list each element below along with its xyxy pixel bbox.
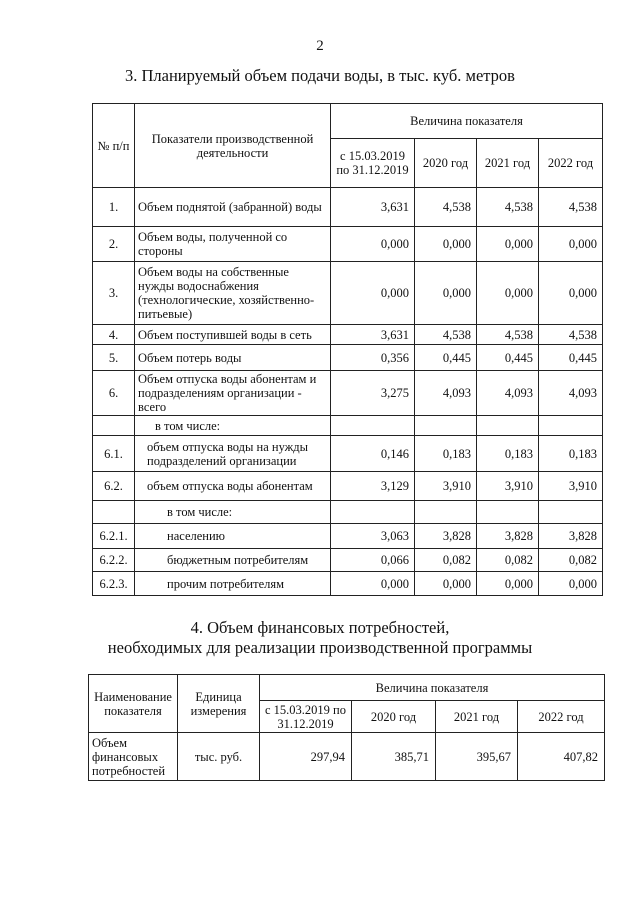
table-row bbox=[93, 345, 603, 371]
header-period: 2021 год bbox=[477, 139, 539, 188]
row-number: 2. bbox=[93, 227, 135, 262]
header-value-group: Величина показателя bbox=[260, 675, 605, 701]
row-value bbox=[331, 501, 415, 524]
row-number: 6.2.2. bbox=[93, 549, 135, 572]
row-value bbox=[477, 501, 539, 524]
table-row bbox=[93, 472, 603, 501]
row-value: 4,538 bbox=[477, 188, 539, 227]
header-period: 2020 год bbox=[352, 701, 436, 733]
row-value: 4,093 bbox=[477, 371, 539, 416]
row-value: 0,000 bbox=[539, 262, 603, 325]
row-value: 3,910 bbox=[539, 472, 603, 501]
row-value: 0,000 bbox=[477, 572, 539, 596]
row-number: 5. bbox=[93, 345, 135, 371]
row-value: 0,183 bbox=[415, 436, 477, 472]
row-value: 0,000 bbox=[477, 262, 539, 325]
row-number: 6.2. bbox=[93, 472, 135, 501]
row-value bbox=[539, 501, 603, 524]
page-number: 2 bbox=[316, 38, 324, 54]
header-num: № п/п bbox=[93, 104, 135, 188]
section4-title bbox=[0, 618, 640, 658]
section3-title: 3. Планируемый объем подачи воды, в тыс. куб. метров bbox=[125, 66, 515, 85]
row-value: 4,538 bbox=[539, 325, 603, 345]
row-value: 297,94 bbox=[260, 733, 352, 781]
row-value: 0,082 bbox=[477, 549, 539, 572]
header-period: с 15.03.2019 по 31.12.2019 bbox=[331, 139, 415, 188]
row-value: 0,082 bbox=[415, 549, 477, 572]
row-number: 6. bbox=[93, 371, 135, 416]
row-value: 3,631 bbox=[331, 188, 415, 227]
row-number: 6.2.1. bbox=[93, 524, 135, 549]
row-value: 0,000 bbox=[539, 227, 603, 262]
table-row bbox=[93, 227, 603, 262]
row-name: Объем отпуска воды абонентам и подразделениям организации - всего bbox=[135, 371, 331, 416]
row-value: 395,67 bbox=[436, 733, 518, 781]
table-row bbox=[93, 262, 603, 325]
row-name: бюджетным потребителям bbox=[135, 549, 331, 572]
row-value: 4,093 bbox=[539, 371, 603, 416]
row-value: 3,828 bbox=[477, 524, 539, 549]
row-name: Объем поднятой (забранной) воды bbox=[135, 188, 331, 227]
table-row bbox=[93, 501, 603, 524]
row-value: 4,538 bbox=[415, 325, 477, 345]
table-row bbox=[93, 371, 603, 416]
row-value: 0,445 bbox=[539, 345, 603, 371]
row-name: Объем воды на собственные нужды водоснабжения (технологические, хозяйственно-питьевые) bbox=[135, 262, 331, 325]
table-row bbox=[93, 188, 603, 227]
row-value: 0,000 bbox=[415, 572, 477, 596]
header-indicator: Наименование показателя bbox=[89, 675, 178, 733]
header-period: 2022 год bbox=[539, 139, 603, 188]
row-value bbox=[477, 416, 539, 436]
table-row bbox=[89, 733, 605, 781]
row-name: Объем воды, полученной со стороны bbox=[135, 227, 331, 262]
header-period: 2020 год bbox=[415, 139, 477, 188]
row-value: 385,71 bbox=[352, 733, 436, 781]
header-period: 2022 год bbox=[518, 701, 605, 733]
row-number: 1. bbox=[93, 188, 135, 227]
row-number bbox=[93, 416, 135, 436]
row-value bbox=[539, 416, 603, 436]
row-value: 4,093 bbox=[415, 371, 477, 416]
row-value: 3,063 bbox=[331, 524, 415, 549]
row-value: 4,538 bbox=[477, 325, 539, 345]
row-value: 0,066 bbox=[331, 549, 415, 572]
row-name: Объем потерь воды bbox=[135, 345, 331, 371]
row-number bbox=[93, 501, 135, 524]
table-row bbox=[93, 436, 603, 472]
row-value bbox=[415, 416, 477, 436]
row-value: 0,183 bbox=[477, 436, 539, 472]
row-value: 0,445 bbox=[477, 345, 539, 371]
row-value: 0,183 bbox=[539, 436, 603, 472]
row-name: в том числе: bbox=[135, 416, 331, 436]
row-unit: тыс. руб. bbox=[178, 733, 260, 781]
water-supply-table bbox=[92, 103, 603, 596]
row-value: 3,275 bbox=[331, 371, 415, 416]
row-value: 0,356 bbox=[331, 345, 415, 371]
row-value: 407,82 bbox=[518, 733, 605, 781]
row-name: Объем финансовых потребностей bbox=[89, 733, 178, 781]
row-value: 4,538 bbox=[539, 188, 603, 227]
row-number: 4. bbox=[93, 325, 135, 345]
row-value: 3,129 bbox=[331, 472, 415, 501]
table-row bbox=[93, 549, 603, 572]
row-name: прочим потребителям bbox=[135, 572, 331, 596]
row-name: объем отпуска воды абонентам bbox=[135, 472, 331, 501]
row-value: 3,910 bbox=[415, 472, 477, 501]
row-name: населению bbox=[135, 524, 331, 549]
row-value: 3,828 bbox=[539, 524, 603, 549]
row-value: 0,000 bbox=[331, 572, 415, 596]
section4-title-line2: необходимых для реализации производственной программы bbox=[107, 638, 533, 657]
table-row bbox=[93, 524, 603, 549]
row-value bbox=[415, 501, 477, 524]
table-row bbox=[93, 416, 603, 436]
row-number: 3. bbox=[93, 262, 135, 325]
row-value: 0,000 bbox=[331, 262, 415, 325]
row-value: 3,631 bbox=[331, 325, 415, 345]
row-name: объем отпуска воды на нужды подразделений организации bbox=[135, 436, 331, 472]
header-unit: Единица измерения bbox=[178, 675, 260, 733]
row-value: 3,828 bbox=[415, 524, 477, 549]
header-period: 2021 год bbox=[436, 701, 518, 733]
row-value: 4,538 bbox=[415, 188, 477, 227]
row-value: 0,000 bbox=[477, 227, 539, 262]
row-value: 0,000 bbox=[415, 227, 477, 262]
financial-needs-table bbox=[88, 674, 605, 781]
header-period: с 15.03.2019 по 31.12.2019 bbox=[260, 701, 352, 733]
row-value: 3,910 bbox=[477, 472, 539, 501]
row-value: 0,082 bbox=[539, 549, 603, 572]
row-value bbox=[331, 416, 415, 436]
row-value: 0,000 bbox=[539, 572, 603, 596]
table-row bbox=[93, 325, 603, 345]
row-name: в том числе: bbox=[135, 501, 331, 524]
row-value: 0,000 bbox=[415, 262, 477, 325]
row-name: Объем поступившей воды в сеть bbox=[135, 325, 331, 345]
row-number: 6.1. bbox=[93, 436, 135, 472]
header-indicator: Показатели производственной деятельности bbox=[135, 104, 331, 188]
section4-title-line1: 4. Объем финансовых потребностей, bbox=[190, 618, 450, 637]
row-value: 0,146 bbox=[331, 436, 415, 472]
row-value: 0,000 bbox=[331, 227, 415, 262]
row-value: 0,445 bbox=[415, 345, 477, 371]
table-body bbox=[93, 188, 603, 596]
row-number: 6.2.3. bbox=[93, 572, 135, 596]
table-row bbox=[93, 572, 603, 596]
header-value-group: Величина показателя bbox=[331, 104, 603, 139]
